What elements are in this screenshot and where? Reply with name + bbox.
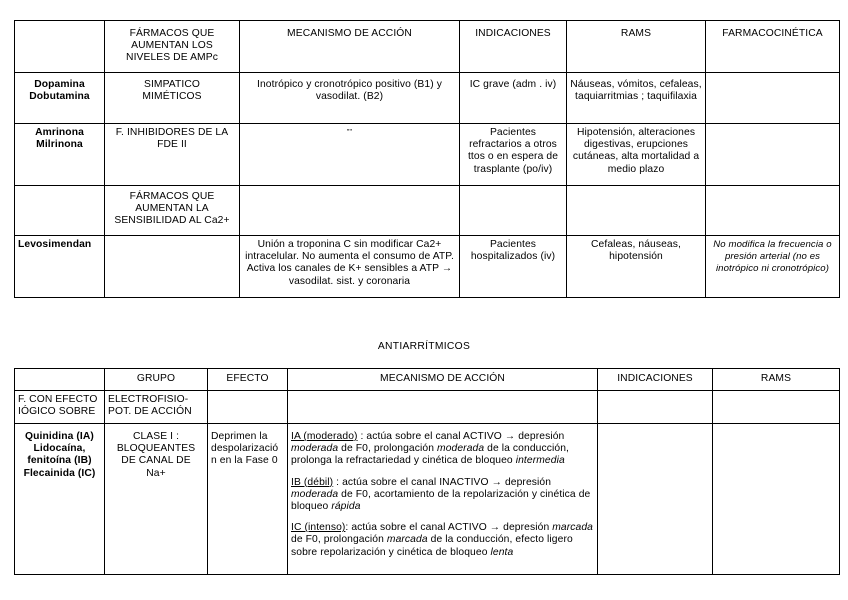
- section-title: ANTIARRÍTMICOS: [377, 341, 471, 352]
- mechanism-cell: Unión a troponina C sin modificar Ca2+ intracelular. No aumenta el consumo de ATP. Activa los canales de K+ sensibles a ATP → vasodilat. sist. y coronaria: [240, 236, 460, 298]
- table-header-row: [15, 21, 840, 73]
- header-cell-rams: RAMS: [713, 369, 840, 391]
- indications-cell: Pacientes hospitalizados (iv): [460, 236, 567, 298]
- drug-cell: Dopamina Dobutamina: [15, 73, 105, 124]
- mechanism-cell: "": [240, 124, 460, 186]
- header-cell-mechanism: MECANISMO DE ACCIÓN: [288, 369, 598, 391]
- action-potential-label-cell: ELECTROFISIO- POT. DE ACCIÓN: [105, 391, 208, 424]
- drug-cell: Amrinona Milrinona: [15, 124, 105, 186]
- indications-cell: IC grave (adm . iv): [460, 73, 567, 124]
- rams-cell: Cefaleas, náuseas, hipotensión: [567, 236, 706, 298]
- pk-cell: No modifica la frecuencia o presión arterial (no es inotrópico ni cronotrópico): [706, 236, 840, 298]
- mechanism-cell: [288, 424, 598, 575]
- rams-cell: [713, 424, 840, 575]
- group-cell: CLASE I : BLOQUEANTES DE CANAL DE Na+: [105, 424, 208, 575]
- empty-cell: [598, 391, 713, 424]
- indications-cell: Pacientes refractarios a otros ttos o en espera de trasplante (po/iv): [460, 124, 567, 186]
- table-row: [15, 391, 840, 424]
- group-cell: F. INHIBIDORES DE LA FDE II: [105, 124, 240, 186]
- mechanism-cell: Inotrópico y cronotrópico positivo (B1) y vasodilat. (B2): [240, 73, 460, 124]
- pk-cell: [706, 186, 840, 236]
- antiarrhythmics-table: [14, 368, 840, 575]
- header-cell-pk: FARMACOCINÉTICA: [706, 21, 840, 73]
- effect-cell: Deprimen la despolarizació n en la Fase 0: [208, 424, 288, 575]
- header-cell-group: FÁRMACOS QUE AUMENTAN LOS NIVELES DE AMPc: [105, 21, 240, 73]
- header-cell-empty: [15, 369, 105, 391]
- header-cell-mechanism: MECANISMO DE ACCIÓN: [240, 21, 460, 73]
- rams-cell: [567, 186, 706, 236]
- header-cell-indications: INDICACIONES: [460, 21, 567, 73]
- drug-cell: Quinidina (IA) Lidocaína, fenitoína (IB) Flecainida (IC): [15, 424, 105, 575]
- electrophysiology-label-cell: F. CON EFECTO IÓGICO SOBRE: [15, 391, 105, 424]
- indications-cell: [598, 424, 713, 575]
- class-ic-paragraph: IC (intenso): actúa sobre el canal ACTIVO → depresión marcada de F0, prolongación marcada de la conducción, efecto ligero sobre repolarización y cinética de bloqueo lenta: [291, 522, 593, 558]
- table-row: [15, 124, 840, 186]
- class-ia-paragraph: IA (moderado) : actúa sobre el canal ACTIVO → depresión moderada de F0, prolongación moderada de la conducción, prolonga la refractariedad y cinética de bloqueo intermedia: [291, 431, 569, 467]
- header-cell-effect: EFECTO: [208, 369, 288, 391]
- indications-cell: [460, 186, 567, 236]
- empty-cell: [713, 391, 840, 424]
- empty-cell: [288, 391, 598, 424]
- drug-cell: [15, 186, 105, 236]
- class-ib-paragraph: IB (débil) : actúa sobre el canal INACTIVO → depresión moderada de F0, acortamiento de la repolarización y cinética de bloqueo rápida: [291, 476, 591, 513]
- empty-cell: [208, 391, 288, 424]
- rams-cell: Hipotensión, alteraciones digestivas, erupciones cutáneas, alta mortalidad a medio plazo: [567, 124, 706, 186]
- group-cell: SIMPATICO MIMÉTICOS: [105, 73, 240, 124]
- table-row: [15, 73, 840, 124]
- mechanism-cell: [240, 186, 460, 236]
- header-cell-empty: [15, 21, 105, 73]
- table-header-row: [15, 369, 840, 391]
- table-row: [15, 186, 840, 236]
- drug-cell: Levosimendan: [15, 236, 105, 298]
- pk-cell: [706, 73, 840, 124]
- group-cell: [105, 236, 240, 298]
- header-cell-indications: INDICACIONES: [598, 369, 713, 391]
- inotropic-drugs-table: [14, 20, 840, 298]
- rams-cell: Náuseas, vómitos, cefaleas, taquiarritmias ; taquifilaxia: [567, 73, 706, 124]
- group-cell: FÁRMACOS QUE AUMENTAN LA SENSIBILIDAD AL Ca2+: [105, 186, 240, 236]
- header-cell-rams: RAMS: [567, 21, 706, 73]
- header-cell-group: GRUPO: [105, 369, 208, 391]
- pk-cell: [706, 124, 840, 186]
- table-row: [15, 236, 840, 298]
- table-row: [15, 424, 840, 575]
